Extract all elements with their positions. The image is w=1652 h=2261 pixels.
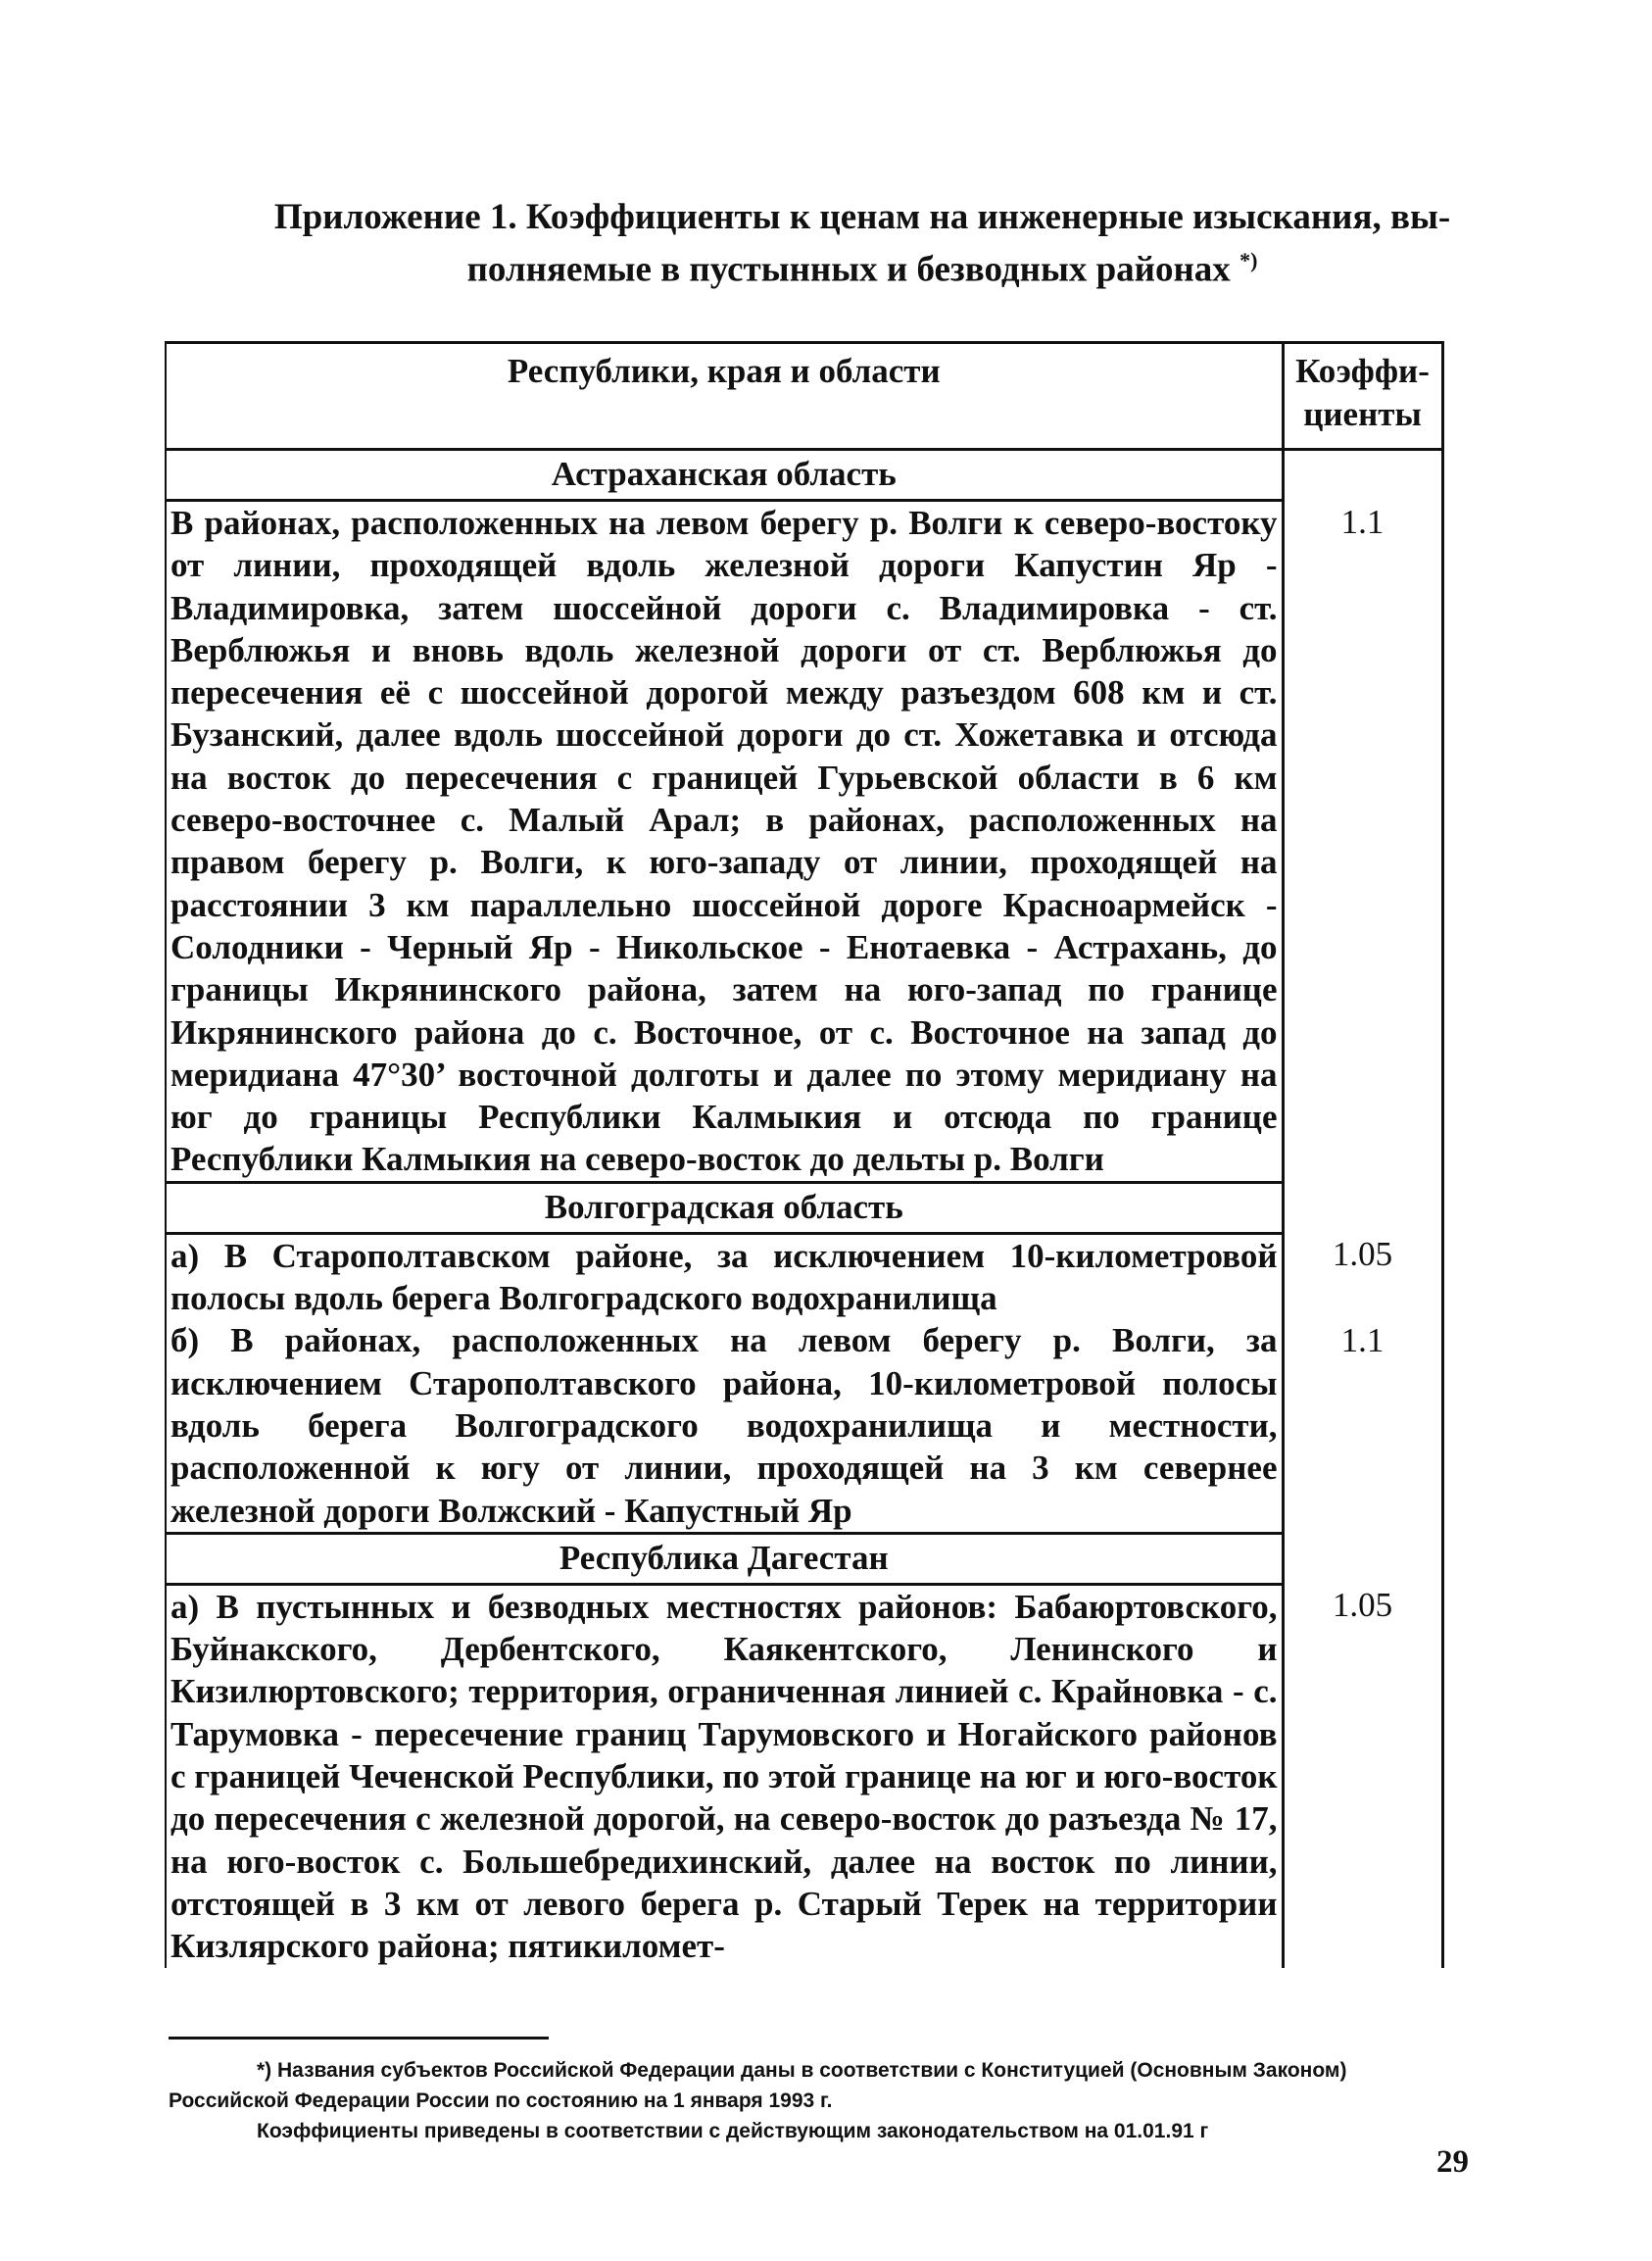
footnote-divider (169, 2037, 549, 2040)
table-row (166, 501, 1442, 1183)
row-coefficient: 1.05 (1283, 1233, 1442, 1319)
heading-line-2-text: полняемые в пустынных и безводных районах (466, 249, 1231, 290)
table-row (166, 1233, 1442, 1319)
footnotes (169, 2055, 1462, 2146)
region-row (166, 450, 1442, 501)
table-header-row (166, 343, 1442, 450)
page-number: 29 (1436, 2144, 1469, 2180)
heading-line-1: Приложение 1. Коэффициенты к ценам на инженерные изыскания, вы- (273, 197, 1451, 237)
heading-line-2 (250, 239, 1475, 291)
row-description: В районах, расположенных на левом берегу р. Волги к северо-востоку от линии, проходящей вдоль железной дороги Капустин Яр - Владимировка, затем шоссейной дороги с. Владимировка - ст. Верблюжья и вновь вдоль железной дороги от ст. Верблюжья до пересечения её с шоссейной дорогой между разъездом 608 км и ст. Бузанский, далее вдоль шоссейной дороги до ст. Хожетавка и отсюда на восток до пересечения с границей Гурьевской области в 6 км северо-восточнее с. Малый Арал; в районах, расположенных на правом берегу р. Волги, к юго-западу от линии, проходящей на расстоянии 3 км параллельно шоссейной дороге Красноармейск - Солодники - Черный Яр - Никольское - Енотаевка - Астрахань, до границы Икрянинского района, затем на юго-запад по границе Икрянинского района до с. Восточное, от с. Восточное на запад до меридиана 47°30’ восточной долготы и далее по этому меридиану на юг до границы Республики Калмыкия и отсюда по границе Республики Калмыкия на северо-восток до дельты р. Волги (166, 501, 1283, 1183)
region-row (166, 1533, 1442, 1584)
row-description: а) В Старополтавском районе, за исключением 10-километровой полосы вдоль берега Волгоградского водохранилища (166, 1233, 1283, 1319)
region-row (166, 1182, 1442, 1233)
row-coefficient: 1.1 (1283, 1319, 1442, 1533)
row-coefficient: 1.05 (1283, 1584, 1442, 1967)
row-description: б) В районах, расположенных на левом берегу р. Волги, за исключением Старополтавского района, 10-километровой полосы вдоль берега Волгоградского водохранилища и местности, расположенной к югу от линии, проходящей на 3 км севернее железной дороги Волжский - Капустный Яр (166, 1319, 1283, 1533)
row-description: а) В пустынных и безводных местностях районов: Бабаюртовского, Буйнакского, Дербентского, Каякентского, Ленинского и Кизилюртовского; территория, ограниченная линией с. Крайновка - с. Тарумовка - пересечение границ Тарумовского и Ногайского районов с границей Чеченской Республики, по этой границе на юг и юго-восток до пересечения с железной дорогой, на северо-восток до разъезда № 17, на юго-восток с. Большебредихинский, далее на восток по линии, отстоящей в 3 км от левого берега р. Старый Терек на территории Кизлярского района; пятикиломет- (166, 1584, 1283, 1967)
row-coefficient: 1.1 (1283, 501, 1442, 1183)
region-name: Волгоградская область (166, 1182, 1283, 1233)
region-name: Астраханская область (166, 450, 1283, 501)
column-header-regions: Республики, края и области (166, 343, 1283, 450)
footnote-2: Коэффициенты приведены в соответствии с действующим законодательством на 01.01.91 г (257, 2120, 1209, 2142)
footnote-1: *) Названия субъектов Российской Федерации даны в соответствии с Конституцией (Основным Законом) Российской Федерации России по состоянию на 1 января 1993 г. (169, 2059, 1347, 2112)
coefficients-table (165, 341, 1444, 1968)
table-row (166, 1319, 1442, 1533)
appendix-heading (250, 196, 1475, 291)
footnote-mark: *) (1239, 248, 1258, 272)
table-row (166, 1584, 1442, 1967)
region-name: Республика Дагестан (166, 1533, 1283, 1584)
column-header-coefficients: Коэффи- циенты (1283, 343, 1442, 450)
